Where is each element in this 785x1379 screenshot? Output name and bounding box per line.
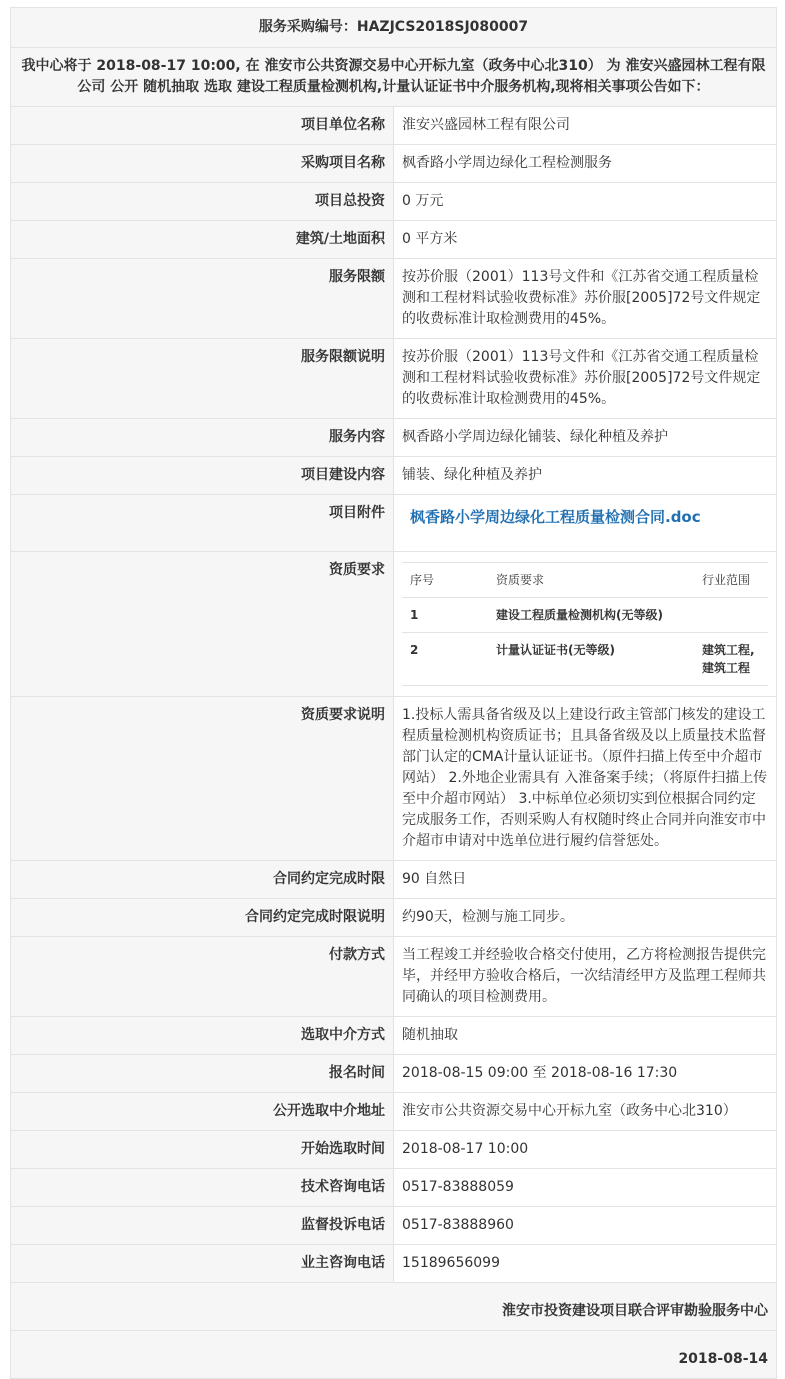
field-label: 业主咨询电话 — [11, 1245, 394, 1283]
cell-requirement: 建设工程质量检测机构(无等级) — [488, 598, 694, 633]
row-service-limit-note — [11, 339, 777, 419]
row-project-name — [11, 145, 777, 183]
field-value: 随机抽取 — [394, 1017, 777, 1055]
row-start-time — [11, 1131, 777, 1169]
footer-date-row — [11, 1331, 777, 1379]
row-service-limit — [11, 259, 777, 339]
field-label: 项目总投资 — [11, 183, 394, 221]
row-area — [11, 221, 777, 259]
row-total-investment — [11, 183, 777, 221]
field-value: 铺装、绿化种植及养护 — [394, 457, 777, 495]
field-label: 选取中介方式 — [11, 1017, 394, 1055]
col-header-requirement: 资质要求 — [488, 563, 694, 598]
procurement-code: 服务采购编号：HAZJCS2018SJ080007 — [11, 8, 777, 48]
field-label: 合同约定完成时限 — [11, 861, 394, 899]
field-label: 项目建设内容 — [11, 457, 394, 495]
field-label: 开始选取时间 — [11, 1131, 394, 1169]
cell-no: 1 — [402, 598, 488, 633]
row-contract-period — [11, 861, 777, 899]
issuing-organization: 淮安市投资建设项目联合评审勘验服务中心 — [11, 1283, 777, 1331]
row-attachment — [11, 495, 777, 552]
field-label: 技术咨询电话 — [11, 1169, 394, 1207]
issue-date: 2018-08-14 — [11, 1331, 777, 1379]
table-row — [402, 633, 768, 686]
footer-org-row — [11, 1283, 777, 1331]
row-tech-phone — [11, 1169, 777, 1207]
field-label: 公开选取中介地址 — [11, 1093, 394, 1131]
row-qualification — [11, 552, 777, 697]
field-label: 服务限额 — [11, 259, 394, 339]
intro-row — [11, 48, 777, 107]
field-label: 项目单位名称 — [11, 107, 394, 145]
cell-requirement: 计量认证证书(无等级) — [488, 633, 694, 686]
field-value: 按苏价服（2001）113号文件和《江苏省交通工程质量检测和工程材料试验收费标准》苏价服[2005]72号文件规定的收费标准计取检测费用的45%。 — [394, 259, 777, 339]
field-value: 淮安兴盛园林工程有限公司 — [394, 107, 777, 145]
field-value: 90 自然日 — [394, 861, 777, 899]
row-selection-address — [11, 1093, 777, 1131]
field-label: 合同约定完成时限说明 — [11, 899, 394, 937]
code-row — [11, 8, 777, 48]
field-label: 服务内容 — [11, 419, 394, 457]
field-label: 建筑/土地面积 — [11, 221, 394, 259]
field-value: 1.投标人需具备省级及以上建设行政主管部门核发的建设工程质量检测机构资质证书；且具备省级及以上质量技术监督部门认定的CMA计量认证证书。（原件扫描上传至中介超市网站） 2.外地企业需具有 入淮备案手续；（将原件扫描上传至中介超市网站） 3.中标单位必须切实到位根据合同约定完成服务工作，否则采购人有权随时终止合同并向淮安市中介超市申请对中选单位进行履约信誉惩处。 — [394, 697, 777, 861]
field-label: 监督投诉电话 — [11, 1207, 394, 1245]
col-header-scope: 行业范围 — [694, 563, 768, 598]
qualification-cell — [394, 552, 777, 697]
row-registration-time — [11, 1055, 777, 1093]
cell-scope — [694, 598, 768, 633]
row-payment-method — [11, 937, 777, 1017]
row-contract-period-note — [11, 899, 777, 937]
qualification-table — [402, 562, 768, 686]
field-label: 服务限额说明 — [11, 339, 394, 419]
field-value: 15189656099 — [394, 1245, 777, 1283]
row-unit-name — [11, 107, 777, 145]
field-value: 枫香路小学周边绿化工程检测服务 — [394, 145, 777, 183]
field-value: 2018-08-15 09:00 至 2018-08-16 17:30 — [394, 1055, 777, 1093]
table-row — [402, 598, 768, 633]
field-value: 2018-08-17 10:00 — [394, 1131, 777, 1169]
field-label: 报名时间 — [11, 1055, 394, 1093]
row-supervision-phone — [11, 1207, 777, 1245]
qualification-header-row — [402, 563, 768, 598]
row-selection-method — [11, 1017, 777, 1055]
field-value: 枫香路小学周边绿化铺装、绿化种植及养护 — [394, 419, 777, 457]
row-owner-phone — [11, 1245, 777, 1283]
notice-intro: 我中心将于 2018-08-17 10:00, 在 淮安市公共资源交易中心开标九室（政务中心北310） 为 淮安兴盛园林工程有限公司 公开 随机抽取 选取 建设工程质量检测机构,计量认证证书中介服务机构,现将相关事项公告如下： — [11, 48, 777, 107]
field-label: 采购项目名称 — [11, 145, 394, 183]
field-label: 付款方式 — [11, 937, 394, 1017]
field-label: 资质要求说明 — [11, 697, 394, 861]
cell-no: 2 — [402, 633, 488, 686]
field-value: 0 平方米 — [394, 221, 777, 259]
attachment-cell — [394, 495, 777, 552]
notice-table — [10, 7, 777, 1379]
field-value: 0 万元 — [394, 183, 777, 221]
field-label: 项目附件 — [11, 495, 394, 552]
row-service-content — [11, 419, 777, 457]
field-value: 按苏价服（2001）113号文件和《江苏省交通工程质量检测和工程材料试验收费标准》苏价服[2005]72号文件规定的收费标准计取检测费用的45%。 — [394, 339, 777, 419]
field-value: 0517-83888960 — [394, 1207, 777, 1245]
col-header-no: 序号 — [402, 563, 488, 598]
field-value: 0517-83888059 — [394, 1169, 777, 1207]
row-construction-content — [11, 457, 777, 495]
attachment-link[interactable]: 枫香路小学周边绿化工程质量检测合同.doc — [410, 508, 701, 526]
cell-scope: 建筑工程,建筑工程 — [694, 633, 768, 686]
field-label: 资质要求 — [11, 552, 394, 697]
field-value: 约90天，检测与施工同步。 — [394, 899, 777, 937]
row-qualification-note — [11, 697, 777, 861]
field-value: 淮安市公共资源交易中心开标九室（政务中心北310） — [394, 1093, 777, 1131]
notice-container — [10, 7, 777, 1379]
field-value: 当工程竣工并经验收合格交付使用，乙方将检测报告提供完毕，并经甲方验收合格后，一次结清经甲方及监理工程师共同确认的项目检测费用。 — [394, 937, 777, 1017]
